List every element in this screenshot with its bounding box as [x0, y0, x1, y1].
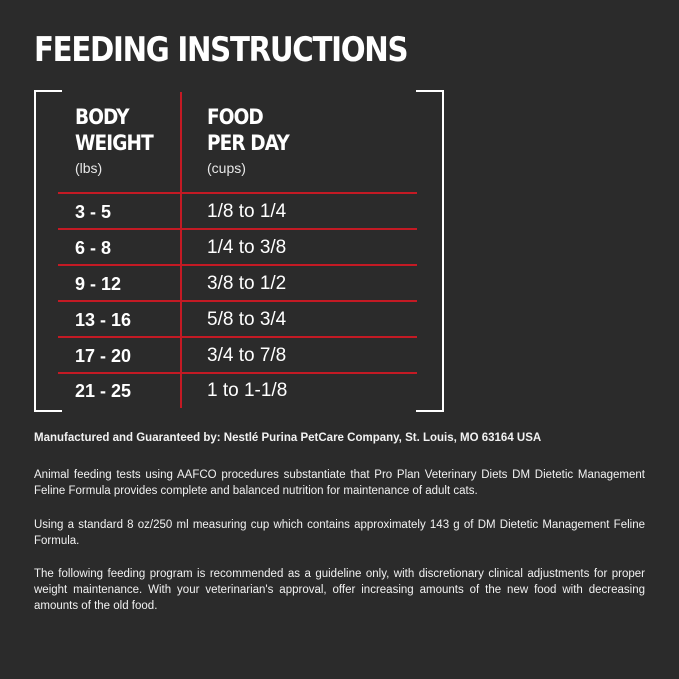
table-row: [58, 302, 417, 338]
weight-cell: 17 - 20: [75, 346, 132, 366]
food-cell: 1/8 to 1/4: [207, 201, 287, 222]
food-cell: 5/8 to 3/4: [207, 309, 287, 330]
table-row: [58, 230, 417, 266]
food-cell: 1/4 to 3/8: [207, 237, 287, 258]
column-unit-lbs: (lbs): [75, 160, 103, 176]
manufacturer-line: Manufactured and Guaranteed by: Nestlé Purina PetCare Company, St. Louis, MO 63164 USA: [34, 432, 542, 444]
header-line: PER DAY: [207, 131, 289, 155]
weight-cell: 3 - 5: [75, 202, 112, 222]
table-row: [58, 194, 417, 230]
feeding-program-note: The following feeding program is recommended as a guideline only, with discretionary clinical adjustments for proper weight maintenance. With your veterinarian's approval, offer increasing amounts of the new food with decreasing amounts of the old food.: [34, 568, 645, 612]
food-cell: 1 to 1-1/8: [207, 380, 288, 401]
header-line: FOOD: [207, 105, 263, 129]
page-title: FEEDING INSTRUCTIONS: [34, 30, 408, 70]
weight-cell: 21 - 25: [75, 381, 132, 401]
food-cell: 3/4 to 7/8: [207, 345, 287, 366]
header-line: WEIGHT: [75, 131, 153, 155]
aafco-statement: Animal feeding tests using AAFCO procedures substantiate that Pro Plan Veterinary Diets DM Dietetic Management Feline Formula provides complete and balanced nutrition for maintenance of adult cats.: [34, 469, 645, 497]
table-row: [58, 266, 417, 302]
table-row: [58, 338, 417, 374]
weight-cell: 13 - 16: [75, 310, 132, 330]
table-row: [58, 373, 417, 409]
header-line: BODY: [75, 105, 129, 129]
weight-cell: 6 - 8: [75, 238, 112, 258]
weight-cell: 9 - 12: [75, 274, 122, 294]
column-header-food-per-day: [207, 104, 289, 156]
food-cell: 3/8 to 1/2: [207, 273, 287, 294]
column-header-body-weight: [75, 104, 153, 156]
measuring-cup-note: Using a standard 8 oz/250 ml measuring cup which contains approximately 143 g of DM Dietetic Management Feline Formula.: [34, 519, 645, 547]
column-unit-cups: (cups): [207, 160, 246, 176]
table-bracket-right: [416, 90, 444, 412]
